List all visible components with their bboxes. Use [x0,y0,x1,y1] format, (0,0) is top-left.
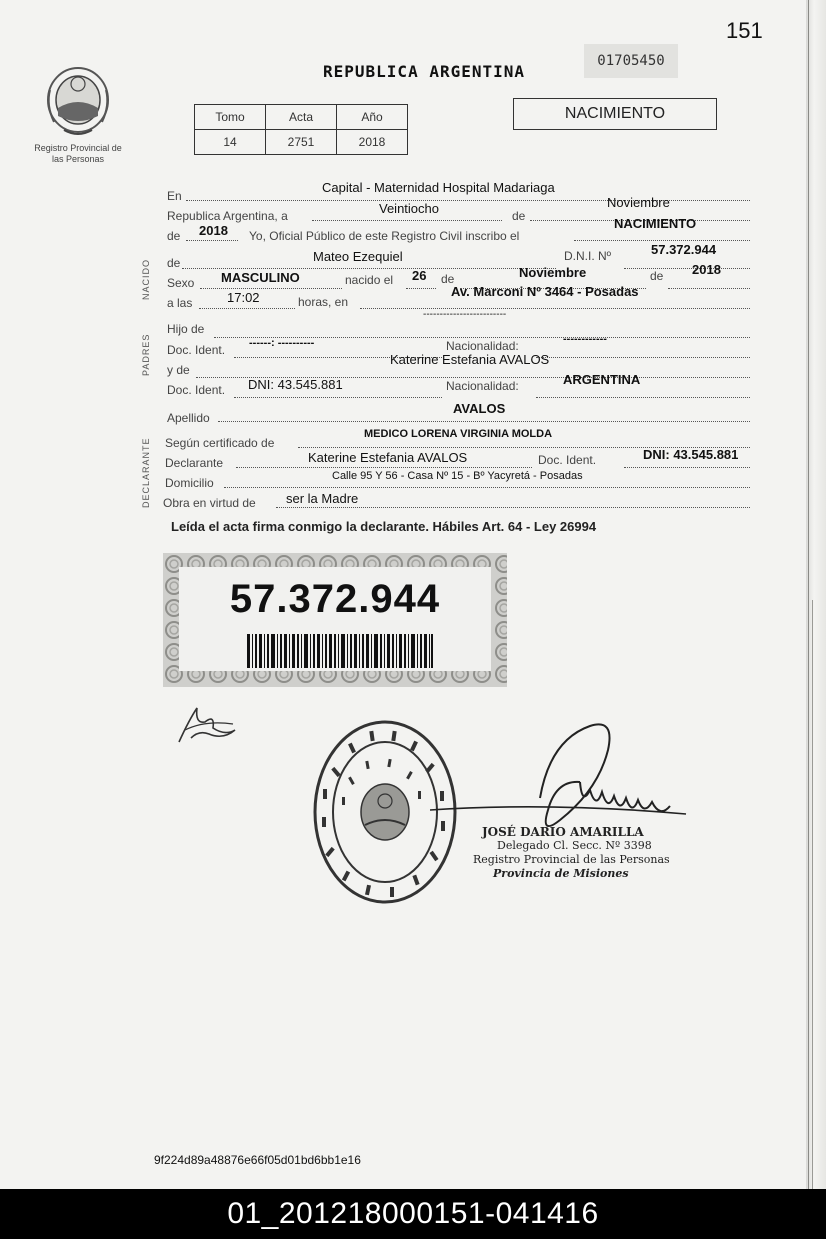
value-birth-year: 2018 [692,262,721,277]
country-heading: REPUBLICA ARGENTINA [323,62,526,81]
label-a-las: a las [167,296,193,310]
scan-label-bar: 01_201218000151-041416 [0,1189,826,1239]
value-declarant: Katerine Estefania AVALOS [308,450,468,465]
label-domicilio: Domicilio [165,476,214,490]
value-month: Noviembre [607,195,670,210]
value-mother-nationality: ARGENTINA [563,372,641,387]
registry-table [194,104,408,155]
value-declarant-doc: DNI: 43.545.881 [643,447,739,462]
table-header-acta: Acta [266,105,337,130]
signer-name: JOSÉ DARIO AMARILLA [482,825,644,839]
value-sex: MASCULINO [221,270,300,285]
label-nacido-el: nacido el [345,273,394,287]
label-nacionalidad-1: Nacionalidad: [446,339,519,353]
table-header-ano: Año [337,105,408,130]
label-en: En [167,189,182,203]
value-day-words: Veintiocho [379,201,439,216]
label-nacionalidad-2: Nacionalidad: [446,379,519,393]
table-header-tomo: Tomo [195,105,266,130]
table-value-acta: 2751 [266,130,337,155]
label-doc-ident-3: Doc. Ident. [538,453,597,467]
value-certificate: MEDICO LORENA VIRGINIA MOLDA [364,428,553,440]
label-de-name: de [167,256,181,270]
page-edge [806,0,826,1189]
value-surname: AVALOS [453,401,506,416]
signer-block [473,825,670,881]
value-mother: Katerine Estefania AVALOS [390,352,550,367]
table-value-tomo: 14 [195,130,266,155]
label-dni: D.N.I. Nº [564,249,612,263]
label-obra-en-virtud: Obra en virtud de [163,496,256,510]
value-child-dni: 57.372.944 [651,242,717,257]
folio-number: 151 [726,18,763,43]
provincial-crest-icon [42,60,114,140]
label-de-month: de [441,272,455,286]
label-sexo: Sexo [167,276,195,290]
value-birth-month: Noviembre [519,265,587,280]
closing-note: Leída el acta firma conmigo la declarante. Hábiles Art. 64 - Ley 26994 [171,519,597,534]
dni-stamp-number: 57.372.944 [229,577,441,621]
label-doc-ident-2: Doc. Ident. [167,383,226,397]
side-label-padres: PADRES [141,333,151,376]
label-de2: de [167,229,181,243]
label-republica-a: Republica Argentina, a [167,209,288,223]
value-birth-day: 26 [412,268,427,283]
value-birth-place: Av. Marconi Nº 3464 - Posadas [451,284,639,299]
signer-title: Delegado Cl. Secc. Nº 3398 [497,839,652,852]
label-declarante: Declarante [165,456,224,470]
value-address: Calle 95 Y 56 - Casa Nº 15 - Bº Yacyretá - Posadas [332,470,583,482]
side-label-declarante: DECLARANTE [141,437,151,508]
side-label-nacido: NACIDO [141,258,151,300]
signer-province: Provincia de Misiones [493,867,629,880]
label-segun-certificado: Según certificado de [165,436,275,450]
label-horas-en: horas, en [298,295,349,309]
label-de: de [512,209,526,223]
initials-signature-icon [175,700,245,746]
signer-office: Registro Provincial de las Personas [473,853,670,866]
document-hash: 9f224d89a48876e66f05d01bd6bb1e16 [154,1153,361,1167]
value-capacity: ser la Madre [286,491,359,506]
value-year: 2018 [199,223,228,238]
value-place: Capital - Maternidad Hospital Madariaga [322,180,555,195]
serial-number: 01705450 [584,44,678,78]
value-father-nationality: ------------ [563,333,607,345]
label-y-de: y de [167,363,190,377]
label-yo-oficial: Yo, Oficial Público de este Registro Civil inscribo el [249,229,520,243]
record-type-box: NACIMIENTO [513,98,717,130]
value-birth-time: 17:02 [227,290,260,305]
value-father: ------------------------- [423,309,507,320]
value-father-doc: ------: ---------- [249,337,315,349]
value-mother-doc: DNI: 43.545.881 [248,377,343,392]
signature-icon [430,720,690,840]
label-de-year: de [650,269,664,283]
label-apellido: Apellido [167,411,210,425]
value-record-kind: NACIMIENTO [614,216,697,231]
label-doc-ident-1: Doc. Ident. [167,343,226,357]
registry-caption: Registro Provincial de las Personas [34,143,122,164]
barcode-icon [247,634,433,668]
value-child-name: Mateo Ezequiel [313,249,403,264]
label-hijo-de: Hijo de [167,322,205,336]
table-value-ano: 2018 [337,130,408,155]
